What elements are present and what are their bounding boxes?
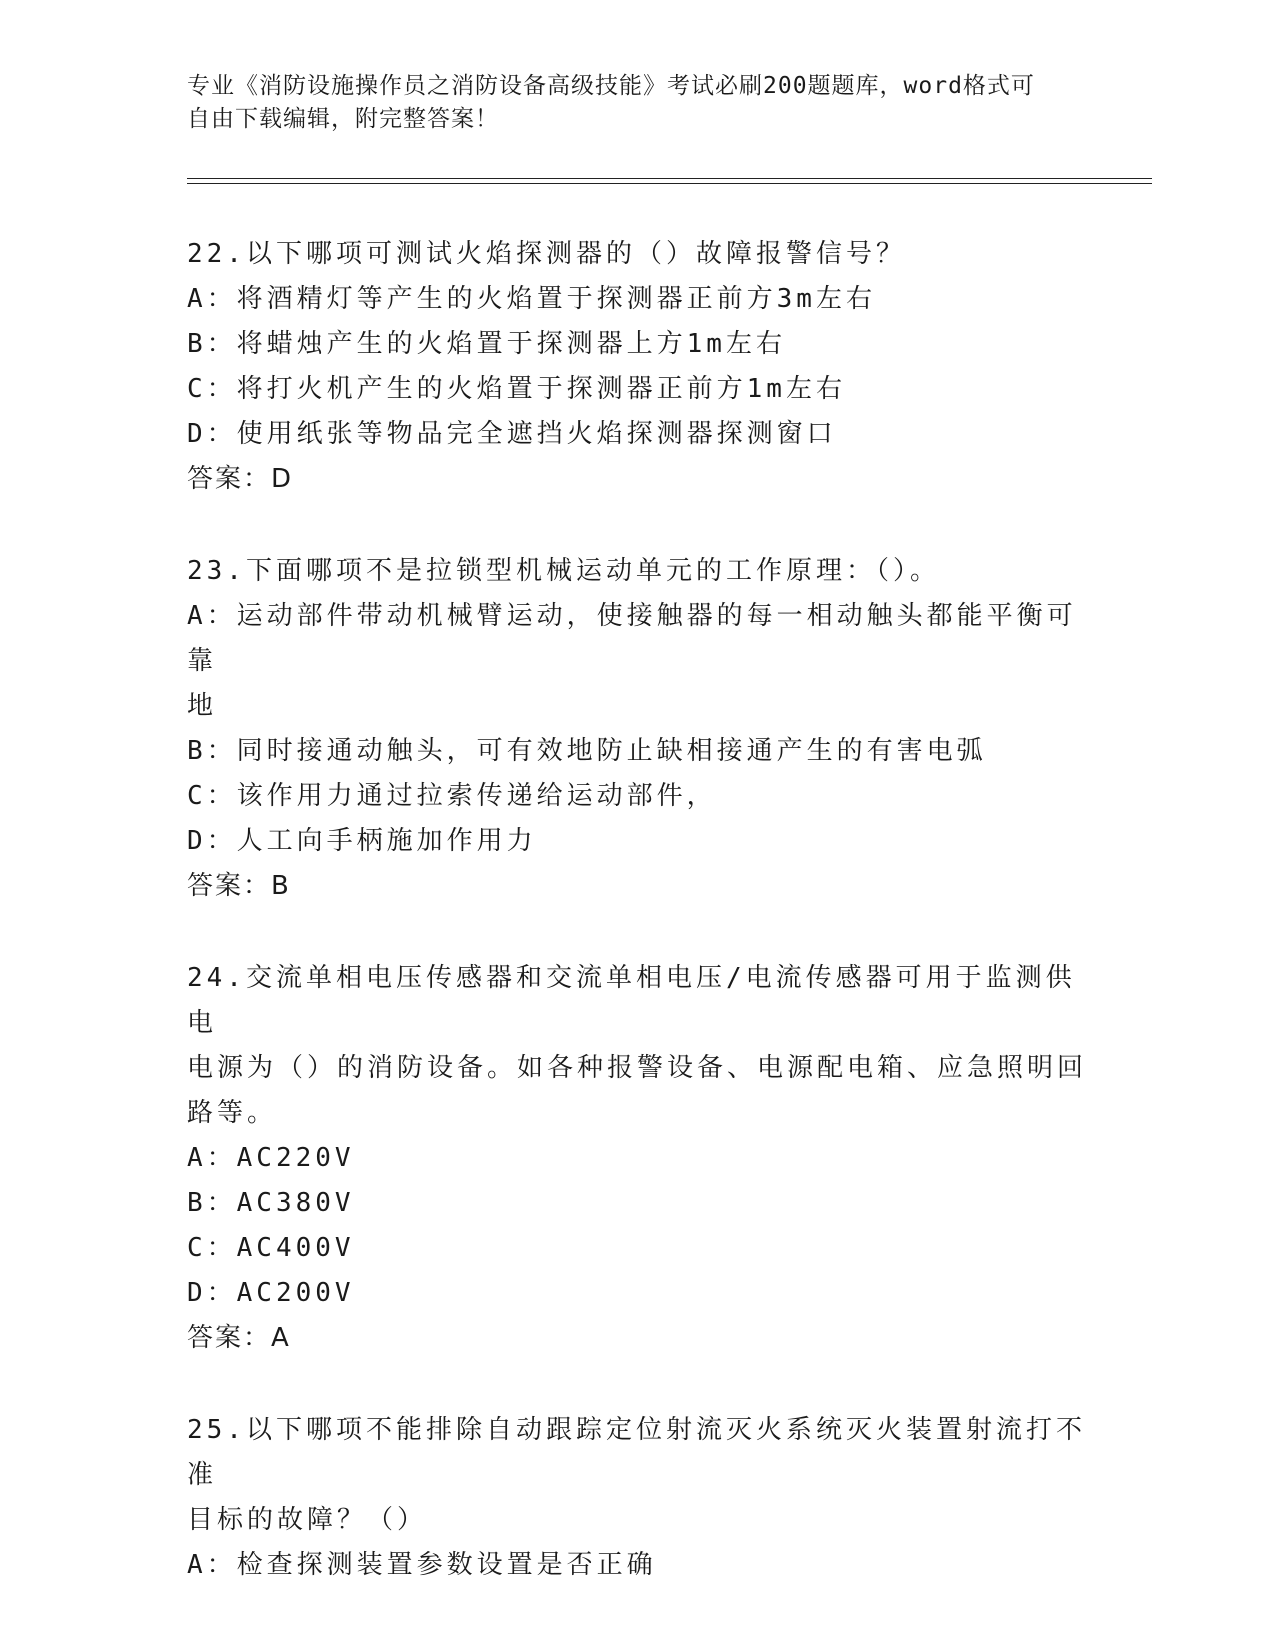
header-line-2: 自由下载编辑，附完整答案！: [187, 106, 499, 132]
question-block: [187, 232, 1092, 502]
header-divider-bottom: [187, 183, 1152, 184]
question-text: 25.以下哪项不能排除自动跟踪定位射流灭火系统灭火装置射流打不准: [187, 1415, 1086, 1490]
question-text: 24.交流单相电压传感器和交流单相电压/电流传感器可用于监测供电: [187, 963, 1076, 1038]
question-block: [187, 1408, 1092, 1588]
answer-key: 答案：B: [187, 871, 291, 901]
answer-option: A：AC220V: [187, 1143, 355, 1173]
answer-option: 地: [187, 691, 218, 721]
question-list: [187, 232, 1092, 1635]
answer-key: 答案：A: [187, 1323, 291, 1353]
question-text: 22.以下哪项可测试火焰探测器的（）故障报警信号？: [187, 239, 906, 269]
answer-option: D：AC200V: [187, 1278, 355, 1308]
answer-option: A：将酒精灯等产生的火焰置于探测器正前方3m左右: [187, 284, 876, 314]
header-divider-top: [187, 178, 1152, 179]
answer-key: 答案：D: [187, 464, 294, 494]
header-line-1: 专业《消防设施操作员之消防设备高级技能》考试必刷200题题库，word格式可: [187, 73, 1035, 99]
question-text: 路等。: [187, 1098, 278, 1128]
answer-option: A：检查探测装置参数设置是否正确: [187, 1550, 657, 1580]
answer-option: B：将蜡烛产生的火焰置于探测器上方1m左右: [187, 329, 786, 359]
question-block: [187, 549, 1092, 909]
answer-option: B：AC380V: [187, 1188, 355, 1218]
answer-option: A：运动部件带动机械臂运动，使接触器的每一相动触头都能平衡可靠: [187, 601, 1077, 676]
answer-option: C：将打火机产生的火焰置于探测器正前方1m左右: [187, 374, 846, 404]
question-block: [187, 956, 1092, 1361]
answer-option: D：人工向手柄施加作用力: [187, 826, 537, 856]
answer-option: D：使用纸张等物品完全遮挡火焰探测器探测窗口: [187, 419, 837, 449]
answer-option: B：同时接通动触头，可有效地防止缺相接通产生的有害电弧: [187, 736, 987, 766]
answer-option: C：AC400V: [187, 1233, 355, 1263]
question-text: 目标的故障？（）: [187, 1505, 428, 1535]
document-header: [187, 70, 1087, 136]
answer-option: C：该作用力通过拉索传递给运动部件，: [187, 781, 717, 811]
question-text: 23.下面哪项不是拉锁型机械运动单元的工作原理：（）。: [187, 556, 940, 586]
question-text: 电源为（）的消防设备。如各种报警设备、电源配电箱、应急照明回: [187, 1053, 1088, 1083]
